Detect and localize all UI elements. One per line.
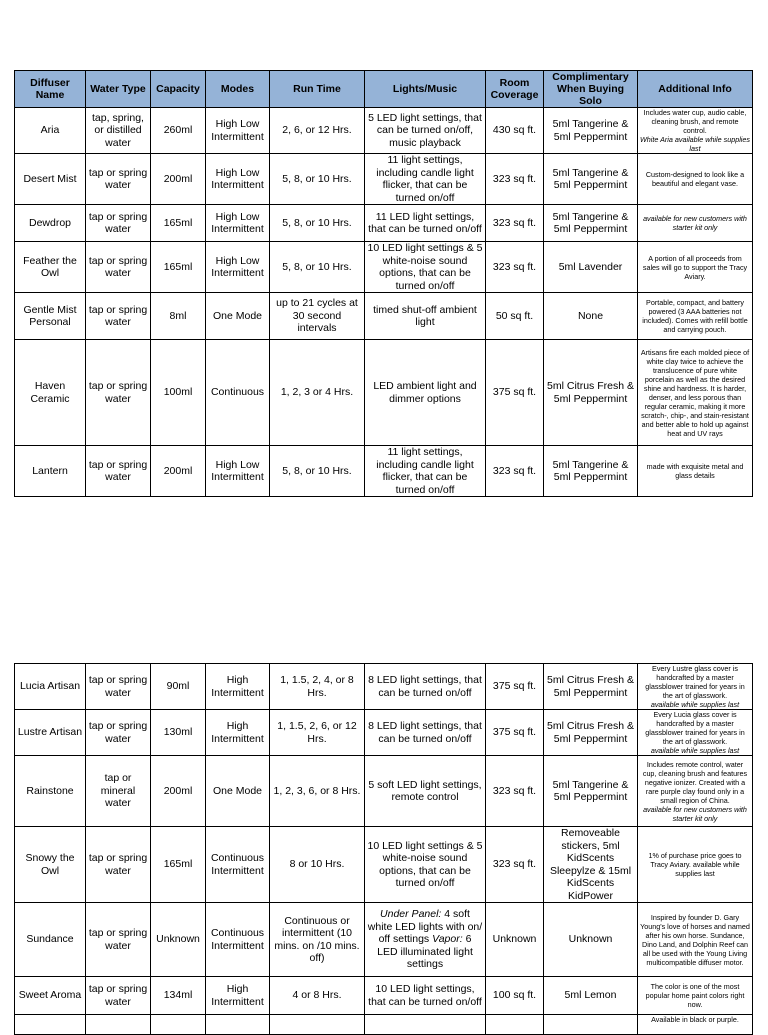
cell-name: Rainstone — [15, 756, 86, 827]
cell-lights: 10 LED light settings & 5 white-noise sound options, that can be turned on/off — [365, 242, 486, 293]
cell-lights: 11 light settings, including candle light flicker, that can be turned on/off — [365, 154, 486, 205]
cell-runtime: 1, 2, 3 or 4 Hrs. — [270, 340, 365, 446]
cell-modes: Continuous Intermittent — [206, 827, 270, 903]
cell-water: tap or spring water — [86, 710, 151, 756]
cell-modes: High Low Intermittent — [206, 446, 270, 497]
header-additional-info: Additional Info — [638, 71, 753, 108]
cell-coverage: 323 sq ft. — [486, 446, 544, 497]
cell-complimentary: 5ml Tangerine & 5ml Peppermint — [544, 205, 638, 242]
cell-runtime: Continuous or intermittent (10 mins. on /10 mins. off) — [270, 903, 365, 977]
info-note: White Aria available while supplies last — [640, 135, 750, 153]
cell-capacity: 100ml — [151, 340, 206, 446]
cell-runtime: 5, 8, or 10 Hrs. — [270, 242, 365, 293]
header-diffuser-name: Diffuser Name — [15, 71, 86, 108]
table-row — [15, 756, 753, 827]
cell-complimentary: None — [544, 293, 638, 340]
cell-capacity: 130ml — [151, 710, 206, 756]
info-note: available while supplies last — [650, 746, 740, 755]
cell-info — [638, 205, 753, 242]
cell-info: made with exquisite metal and glass details — [638, 446, 753, 497]
info-note: available while supplies last — [650, 700, 740, 709]
cell-name: Sundance — [15, 903, 86, 977]
cell-coverage: 323 sq ft. — [486, 154, 544, 205]
cell-modes — [206, 1015, 270, 1035]
cell-water: tap or spring water — [86, 664, 151, 710]
cell-capacity: 165ml — [151, 827, 206, 903]
cell-capacity: 200ml — [151, 446, 206, 497]
cell-water: tap or spring water — [86, 340, 151, 446]
cell-runtime: 1, 2, 3, 6, or 8 Hrs. — [270, 756, 365, 827]
cell-capacity — [151, 1015, 206, 1035]
cell-info: A portion of all proceeds from sales will go to support the Tracy Aviary. — [638, 242, 753, 293]
lights-text-under-panel: 4 soft white LED lights with on/ off settings — [367, 908, 483, 946]
cell-coverage: 430 sq ft. — [486, 108, 544, 154]
cell-name: Dewdrop — [15, 205, 86, 242]
cell-capacity: 134ml — [151, 977, 206, 1015]
cell-complimentary: 5ml Tangerine & 5ml Peppermint — [544, 154, 638, 205]
cell-name: Sweet Aroma — [15, 977, 86, 1015]
cell-modes: High Low Intermittent — [206, 154, 270, 205]
cell-capacity: 260ml — [151, 108, 206, 154]
cell-name: Desert Mist — [15, 154, 86, 205]
cell-info: The color is one of the most popular home paint colors right now. — [638, 977, 753, 1015]
cell-name: Lantern — [15, 446, 86, 497]
cell-lights — [365, 1015, 486, 1035]
cell-modes: High Low Intermittent — [206, 242, 270, 293]
cell-complimentary: Unknown — [544, 903, 638, 977]
table-row — [15, 293, 753, 340]
cell-capacity: 8ml — [151, 293, 206, 340]
header-capacity: Capacity — [151, 71, 206, 108]
cell-runtime: 5, 8, or 10 Hrs. — [270, 446, 365, 497]
table-row — [15, 827, 753, 903]
cell-runtime: 5, 8, or 10 Hrs. — [270, 205, 365, 242]
cell-info: 1% of purchase price goes to Tracy Aviary. available while supplies last — [638, 827, 753, 903]
cell-coverage — [486, 1015, 544, 1035]
cell-modes: High Intermittent — [206, 710, 270, 756]
cell-modes: One Mode — [206, 756, 270, 827]
cell-capacity: 90ml — [151, 664, 206, 710]
cell-name: Aria — [15, 108, 86, 154]
cell-lights: 10 LED light settings, that can be turned on/off — [365, 977, 486, 1015]
cell-name: Lucia Artisan — [15, 664, 86, 710]
cell-name: Lustre Artisan — [15, 710, 86, 756]
header-row — [15, 71, 753, 108]
diffuser-table-top — [14, 70, 753, 497]
cell-info: Portable, compact, and battery powered (3 AAA batteries not included). Comes with refill bottle and carrying pouch. — [638, 293, 753, 340]
cell-water: tap or spring water — [86, 446, 151, 497]
cell-info: Custom-designed to look like a beautiful and elegant vase. — [638, 154, 753, 205]
info-note: available for new customers with starter kit only — [643, 214, 747, 232]
table-row — [15, 242, 753, 293]
cell-lights: LED ambient light and dimmer options — [365, 340, 486, 446]
cell-water: tap or spring water — [86, 242, 151, 293]
cell-complimentary: Removeable stickers, 5ml KidScents Sleepylze & 15ml KidScents KidPower — [544, 827, 638, 903]
info-text: Every Lustre glass cover is handcrafted by a master glassblower trained for years in the art of glasswork. — [645, 664, 745, 700]
header-run-time: Run Time — [270, 71, 365, 108]
info-text: Includes water cup, audio cable, cleaning brush, and remote control. — [643, 108, 747, 135]
cell-runtime: 2, 6, or 12 Hrs. — [270, 108, 365, 154]
table-row — [15, 446, 753, 497]
header-complimentary: Complimentary When Buying Solo — [544, 71, 638, 108]
cell-modes: High Low Intermittent — [206, 108, 270, 154]
cell-capacity: 165ml — [151, 242, 206, 293]
cell-lights — [365, 903, 486, 977]
cell-complimentary: 5ml Citrus Fresh & 5ml Peppermint — [544, 664, 638, 710]
cell-runtime: up to 21 cycles at 30 second intervals — [270, 293, 365, 340]
cell-complimentary — [544, 1015, 638, 1035]
cell-runtime: 5, 8, or 10 Hrs. — [270, 154, 365, 205]
cell-water: tap or spring water — [86, 827, 151, 903]
cell-lights: timed shut-off ambient light — [365, 293, 486, 340]
lights-text-vapor: 6 LED illuminated light settings — [377, 933, 473, 971]
cell-info: Inspired by founder D. Gary Young's love of horses and named after his own horse. Sundance, Dino Land, and Dolphin Reef can all be used with the Young Living multicompatible diffuser motor. — [638, 903, 753, 977]
cell-water: tap or spring water — [86, 903, 151, 977]
cell-water: tap or spring water — [86, 154, 151, 205]
header-lights-music: Lights/Music — [365, 71, 486, 108]
cell-info — [638, 710, 753, 756]
cell-info — [638, 664, 753, 710]
diffuser-table-bottom — [14, 663, 753, 1035]
cell-water — [86, 1015, 151, 1035]
cell-coverage: 323 sq ft. — [486, 756, 544, 827]
cell-runtime: 4 or 8 Hrs. — [270, 977, 365, 1015]
cell-coverage: 323 sq ft. — [486, 205, 544, 242]
cell-capacity: 200ml — [151, 154, 206, 205]
info-text: Every Lucia glass cover is handcrafted by a master glassblower trained for years in the art of glasswork. — [645, 710, 745, 746]
cell-water: tap or spring water — [86, 293, 151, 340]
cell-lights: 11 LED light settings, that can be turned on/off — [365, 205, 486, 242]
table-row — [15, 903, 753, 977]
cell-lights: 8 LED light settings, that can be turned on/off — [365, 664, 486, 710]
cell-info — [638, 756, 753, 827]
cell-capacity: 200ml — [151, 756, 206, 827]
header-room-coverage: Room Coverage — [486, 71, 544, 108]
cell-name: Gentle Mist Personal — [15, 293, 86, 340]
cell-name: Haven Ceramic — [15, 340, 86, 446]
cell-water: tap or spring water — [86, 205, 151, 242]
lights-label-under-panel: Under Panel: — [380, 908, 442, 921]
cell-complimentary: 5ml Citrus Fresh & 5ml Peppermint — [544, 710, 638, 756]
cell-lights: 11 light settings, including candle light flicker, that can be turned on/off — [365, 446, 486, 497]
table-row-partial — [15, 1015, 753, 1035]
cell-complimentary: 5ml Lemon — [544, 977, 638, 1015]
cell-lights: 5 soft LED light settings, remote control — [365, 756, 486, 827]
cell-lights: 5 LED light settings, that can be turned on/off, music playback — [365, 108, 486, 154]
cell-info: Artisans fire each molded piece of white clay twice to achieve the translucence of pure white porcelain as well as the desired shine and hardness. It is harder, denser, and less porous than regular ceramic, making it more scratch-, chip-, and stain-resistant and better able to hold up against heat and UV rays — [638, 340, 753, 446]
cell-info — [638, 108, 753, 154]
cell-modes: High Intermittent — [206, 664, 270, 710]
header-modes: Modes — [206, 71, 270, 108]
cell-modes: High Low Intermittent — [206, 205, 270, 242]
cell-modes: Continuous Intermittent — [206, 903, 270, 977]
cell-coverage: 323 sq ft. — [486, 827, 544, 903]
cell-coverage: Unknown — [486, 903, 544, 977]
cell-modes: Continuous — [206, 340, 270, 446]
table-row — [15, 205, 753, 242]
cell-modes: High Intermittent — [206, 977, 270, 1015]
table-row — [15, 710, 753, 756]
cell-name: Feather the Owl — [15, 242, 86, 293]
cell-modes: One Mode — [206, 293, 270, 340]
cell-capacity: Unknown — [151, 903, 206, 977]
cell-runtime: 1, 1.5, 2, 4, or 8 Hrs. — [270, 664, 365, 710]
cell-name: Snowy the Owl — [15, 827, 86, 903]
table-row — [15, 340, 753, 446]
cell-runtime — [270, 1015, 365, 1035]
cell-capacity: 165ml — [151, 205, 206, 242]
cell-water: tap or spring water — [86, 977, 151, 1015]
cell-runtime: 1, 1.5, 2, 6, or 12 Hrs. — [270, 710, 365, 756]
table-row — [15, 664, 753, 710]
lights-label-vapor: Vapor: — [432, 933, 463, 946]
cell-coverage: 375 sq ft. — [486, 340, 544, 446]
cell-coverage: 100 sq ft. — [486, 977, 544, 1015]
header-water-type: Water Type — [86, 71, 151, 108]
cell-complimentary: 5ml Tangerine & 5ml Peppermint — [544, 446, 638, 497]
cell-runtime: 8 or 10 Hrs. — [270, 827, 365, 903]
cell-coverage: 50 sq ft. — [486, 293, 544, 340]
cell-complimentary: 5ml Citrus Fresh & 5ml Peppermint — [544, 340, 638, 446]
cell-water: tap or mineral water — [86, 756, 151, 827]
table-row — [15, 154, 753, 205]
cell-coverage: 375 sq ft. — [486, 664, 544, 710]
table-row — [15, 977, 753, 1015]
cell-info: Available in black or purple. — [638, 1015, 753, 1035]
cell-coverage: 323 sq ft. — [486, 242, 544, 293]
cell-lights: 10 LED light settings & 5 white-noise sound options, that can be turned on/off — [365, 827, 486, 903]
cell-coverage: 375 sq ft. — [486, 710, 544, 756]
cell-complimentary: 5ml Tangerine & 5ml Peppermint — [544, 756, 638, 827]
cell-name — [15, 1015, 86, 1035]
info-text: Includes remote control, water cup, cleaning brush and features negative ionizer. Created with a rare purple clay found only in a small region of China. — [642, 759, 748, 805]
cell-complimentary: 5ml Tangerine & 5ml Peppermint — [544, 108, 638, 154]
cell-water: tap, spring, or distilled water — [86, 108, 151, 154]
cell-complimentary: 5ml Lavender — [544, 242, 638, 293]
cell-lights: 8 LED light settings, that can be turned on/off — [365, 710, 486, 756]
info-note: available for new customers with starter kit only — [643, 804, 747, 823]
table-row — [15, 108, 753, 154]
